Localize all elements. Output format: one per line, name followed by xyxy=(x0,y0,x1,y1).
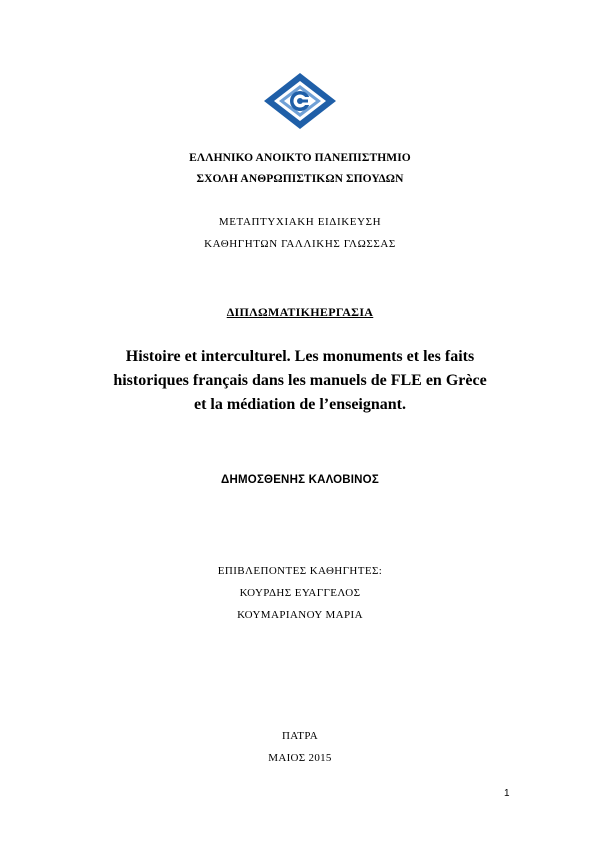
university-emblem-icon xyxy=(262,72,338,130)
supervisor-name: ΚΟΥΡΔΗΣ ΕΥΑΓΓΕΛΟΣ xyxy=(239,587,361,599)
page-number: 1 xyxy=(504,788,510,799)
university-name: ΕΛΛΗΝΙΚΟ ΑΝΟΙΚΤΟ ΠΑΝΕΠΙΣΤΗΜΙΟ xyxy=(189,152,411,164)
thesis-title-line-3: et la médiation de l’enseignant. xyxy=(194,396,406,413)
supervisor-name: ΚΟΥΜΑΡΙΑΝΟΥ ΜΑΡΙΑ xyxy=(237,609,363,621)
thesis-title-line-1: Histoire et interculturel. Les monuments et les faits xyxy=(125,348,475,365)
document-type: ΔΙΠΛΩΜΑΤΙΚΗΕΡΓΑΣΙΑ xyxy=(226,305,374,319)
city: ΠΑΤΡΑ xyxy=(282,730,318,742)
program-line-1: ΜΕΤΑΠΤΥΧΙΑΚΗ ΕΙΔΙΚΕΥΣΗ xyxy=(218,216,382,228)
date: ΜΑΙΟΣ 2015 xyxy=(268,752,332,764)
author-name: ΔΗΜΟΣΘΕΝΗΣ ΚΑΛΟΒΙΝΟΣ xyxy=(221,474,379,486)
supervisors-label: ΕΠΙΒΛΕΠΟΝΤΕΣ ΚΑΘΗΓΗΤΕΣ: xyxy=(217,565,383,577)
program-line-2: ΚΑΘΗΓΗΤΩΝ ΓΑΛΛΙΚΗΣ ΓΛΩΣΣΑΣ xyxy=(204,238,396,250)
school-name: ΣΧΟΛΗ ΑΝΘΡΩΠΙΣΤΙΚΩΝ ΣΠΟΥΔΩΝ xyxy=(196,173,404,185)
thesis-title-line-2: historiques français dans les manuels de FLE en Grèce xyxy=(113,372,487,389)
